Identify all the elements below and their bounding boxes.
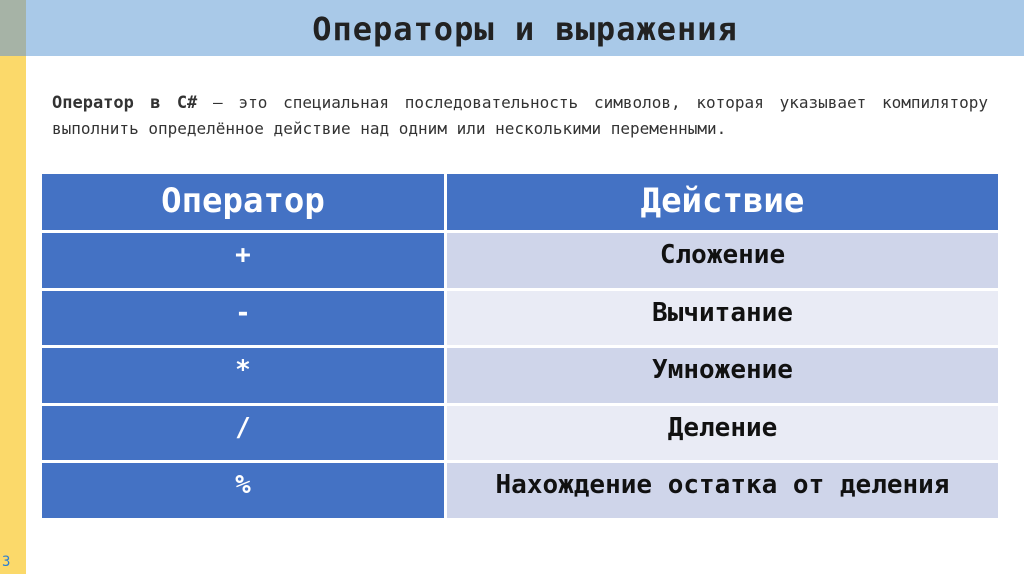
operator-cell: + <box>42 233 444 288</box>
definition-text: — это специальная последовательность символов, которая указывает компилятору выполнить определённое действие над одним или несколькими переменными. <box>52 93 988 138</box>
definition-paragraph <box>52 90 988 141</box>
header-action: Действие <box>447 174 998 230</box>
operator-cell: * <box>42 348 444 403</box>
corner-block <box>0 0 26 56</box>
operator-cell: % <box>42 463 444 518</box>
title-bar <box>26 0 1024 56</box>
action-cell: Умножение <box>447 348 998 403</box>
definition-term: Оператор в C# <box>52 93 198 113</box>
page-number: 3 <box>2 554 11 570</box>
operator-cell: / <box>42 406 444 460</box>
action-cell: Вычитание <box>447 291 998 345</box>
slide-title: Операторы и выражения <box>312 10 738 48</box>
action-cell: Нахождение остатка от деления <box>447 463 998 518</box>
header-operator: Оператор <box>42 174 444 230</box>
action-cell: Деление <box>447 406 998 460</box>
operator-cell: - <box>42 291 444 345</box>
action-cell: Сложение <box>447 233 998 288</box>
side-accent-bar <box>0 56 26 574</box>
operators-table <box>42 174 998 518</box>
